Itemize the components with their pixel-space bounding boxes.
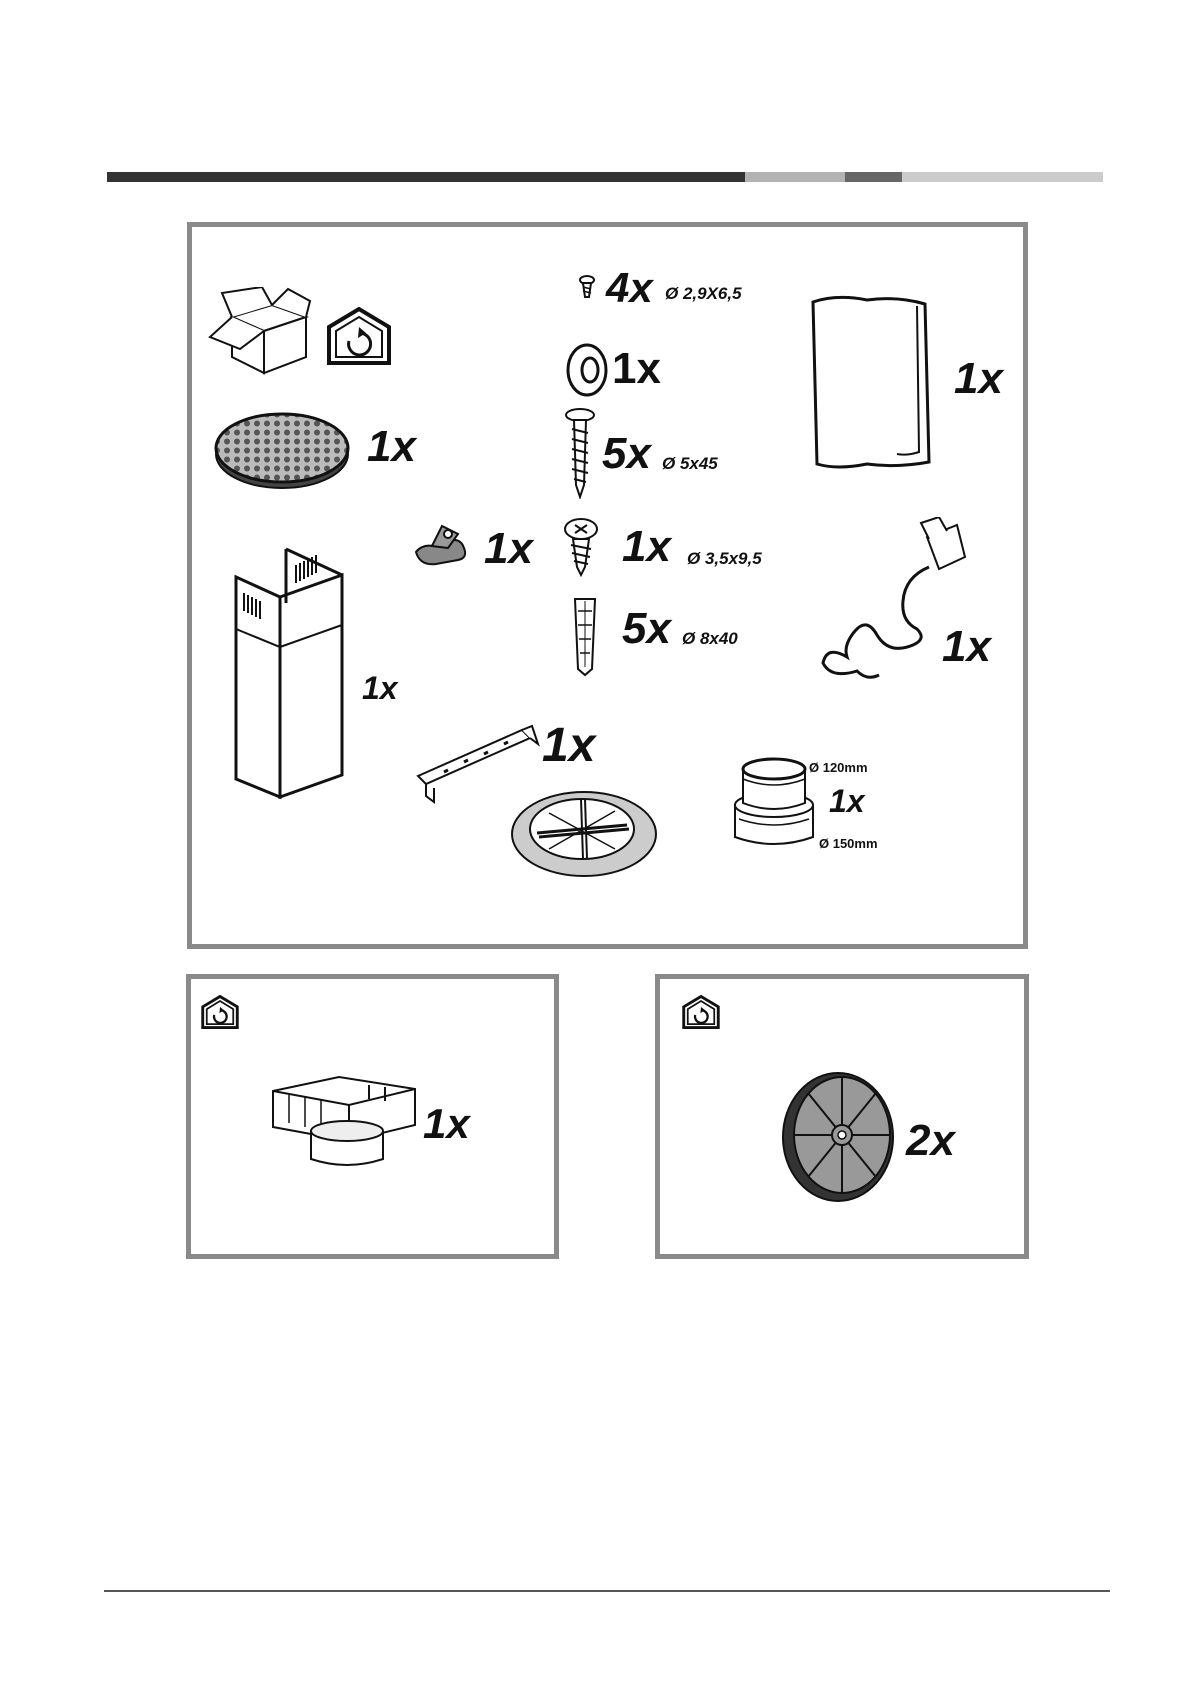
recirculation-carbon-filter-panel (655, 974, 1029, 1259)
long-screw-icon (562, 407, 598, 499)
wall-plug-qty: 5x (622, 604, 671, 653)
short-screw-qty: 1x (622, 522, 671, 571)
recycling-house-icon (201, 995, 239, 1029)
instruction-booklet-qty: 1x (954, 354, 1003, 403)
header-divider-bar (107, 172, 1103, 182)
small-screw-qty: 4x (606, 264, 653, 311)
cable-clip-qty: 1x (484, 524, 533, 573)
short-screw-icon (562, 517, 600, 577)
reducer-top-dimension: Ø 120mm (809, 760, 868, 775)
grease-filter-icon (212, 410, 352, 492)
flange-plate-icon (509, 789, 659, 879)
air-deflector-icon (269, 1071, 419, 1171)
carbon-filter-icon (778, 1069, 898, 1205)
reducer-bottom-dimension: Ø 150mm (819, 836, 878, 851)
recirculation-deflector-panel (186, 974, 559, 1259)
air-deflector-qty: 1x (423, 1100, 470, 1147)
grease-filter-qty: 1x (367, 422, 416, 471)
header-bar-light-segment (745, 172, 845, 182)
parts-list-panel (187, 222, 1028, 949)
short-screw-dimension: Ø 3,5x9,5 (687, 549, 762, 568)
wall-plug-dimension: Ø 8x40 (682, 629, 738, 648)
power-cord-qty: 1x (942, 622, 991, 671)
header-bar-lighter-segment (902, 172, 1103, 182)
long-screw-qty: 5x (602, 429, 651, 478)
reducer-adapter-icon (729, 755, 819, 849)
wall-plug-icon (570, 595, 600, 677)
header-bar-dark-segment (107, 172, 745, 182)
footer-rule (104, 1590, 1110, 1592)
recycling-house-icon (326, 307, 392, 365)
recycling-house-icon (682, 995, 720, 1029)
instruction-booklet-icon (807, 292, 937, 472)
washer-qty: 1x (612, 344, 661, 393)
chimney-icon (230, 547, 350, 807)
long-screw-dimension: Ø 5x45 (662, 454, 718, 473)
small-screw-icon (579, 275, 595, 299)
carbon-filter-qty: 2x (906, 1116, 955, 1165)
bracket-qty: 1x (542, 719, 596, 772)
washer-icon (564, 342, 610, 398)
cable-clip-icon (412, 522, 472, 568)
reducer-adapter-qty: 1x (829, 783, 865, 819)
carton-box-icon (202, 287, 314, 377)
header-bar-mid-segment (845, 172, 902, 182)
chimney-qty: 1x (362, 670, 398, 706)
small-screw-dimension: Ø 2,9X6,5 (665, 284, 742, 303)
